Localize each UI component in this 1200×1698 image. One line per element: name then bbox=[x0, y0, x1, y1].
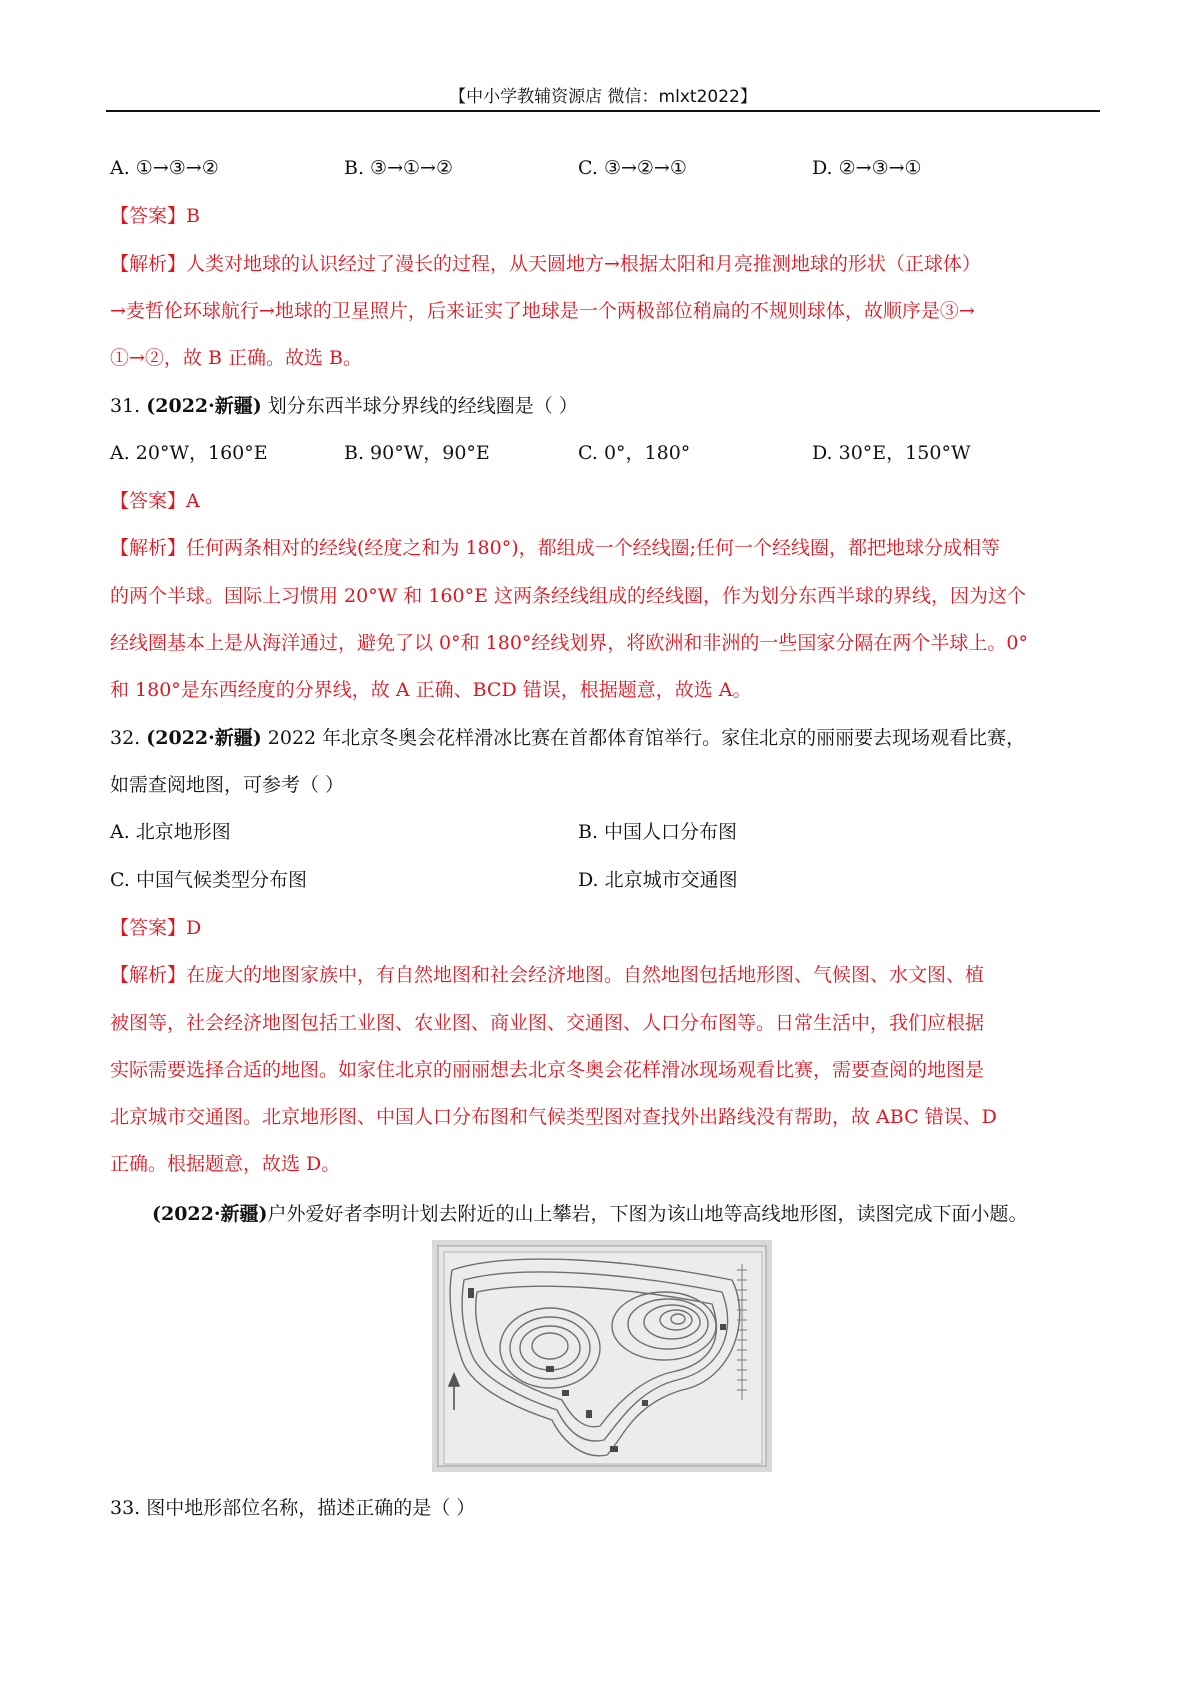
q30-option-c: C. ③→②→① bbox=[578, 157, 687, 179]
page-header: 【中小学教辅资源店 微信：mlxt2022】 bbox=[449, 87, 757, 107]
q33-stem: 33. 图中地形部位名称，描述正确的是（ ） bbox=[110, 1497, 476, 1519]
q32-stem-line-2: 如需查阅地图，可参考（ ） bbox=[110, 774, 345, 796]
q30-option-d: D. ②→③→① bbox=[812, 157, 922, 179]
passage-intro bbox=[152, 1202, 1028, 1226]
q32-number: 32. bbox=[110, 727, 141, 749]
q32-stem-line-1 bbox=[110, 726, 1025, 750]
q31-analysis-line-1: 【解析】任何两条相对的经线(经度之和为 180°)，都组成一个经线圈;任何一个经线圈，都把地球分成相等 bbox=[110, 537, 1001, 559]
q32-analysis-line-3: 实际需要选择合适的地图。如家住北京的丽丽想去北京冬奥会花样滑冰现场观看比赛，需要查阅的地图是 bbox=[110, 1059, 985, 1081]
passage-text: 户外爱好者李明计划去附近的山上攀岩，下图为该山地等高线地形图，读图完成下面小题。 bbox=[267, 1203, 1028, 1225]
q31-option-d: D. 30°E，150°W bbox=[812, 442, 971, 464]
q32-option-c: C. 中国气候类型分布图 bbox=[110, 869, 307, 891]
q32-stem-text: 2022 年北京冬奥会花样滑冰比赛在首都体育馆举行。家住北京的丽丽要去现场观看比赛， bbox=[261, 727, 1026, 749]
q31-analysis-line-3: 经线圈基本上是从海洋通过，避免了以 0°和 180°经线划界，将欧洲和非洲的一些国家分隔在两个半球上。0° bbox=[110, 632, 1029, 654]
q30-option-a: A. ①→③→② bbox=[110, 157, 219, 179]
q31-analysis-line-4: 和 180°是东西经度的分界线，故 A 正确、BCD 错误，根据题意，故选 A。 bbox=[110, 679, 752, 701]
q30-analysis-line-2: →麦哲伦环球航行→地球的卫星照片，后来证实了地球是一个两极部位稍扁的不规则球体，故顺序是③→ bbox=[110, 300, 975, 322]
q32-answer: 【答案】D bbox=[110, 917, 202, 939]
header-rule bbox=[106, 110, 1100, 112]
q31-option-b: B. 90°W，90°E bbox=[344, 442, 490, 464]
passage-source: (2022·新疆) bbox=[152, 1203, 268, 1225]
q31-stem-text: 划分东西半球分界线的经线圈是（ ） bbox=[261, 395, 578, 417]
q31-answer: 【答案】A bbox=[110, 490, 200, 512]
q31-option-c: C. 0°，180° bbox=[578, 442, 691, 464]
q31-analysis-line-2: 的两个半球。国际上习惯用 20°W 和 160°E 这两条经线组成的经线圈，作为划分东西半球的界线，因为这个 bbox=[110, 585, 1027, 607]
q30-analysis-line-3: ①→②，故 B 正确。故选 B。 bbox=[110, 347, 362, 369]
q32-option-b: B. 中国人口分布图 bbox=[578, 821, 738, 843]
contour-map bbox=[432, 1240, 772, 1472]
q32-source: (2022·新疆) bbox=[146, 727, 262, 749]
q31-stem bbox=[110, 394, 578, 418]
q30-analysis-line-1: 【解析】人类对地球的认识经过了漫长的过程，从天圆地方→根据太阳和月亮推测地球的形状（正球体） bbox=[110, 253, 981, 275]
q32-analysis-line-1: 【解析】在庞大的地图家族中，有自然地图和社会经济地图。自然地图包括地形图、气候图、水文图、植 bbox=[110, 964, 985, 986]
q30-option-b: B. ③→①→② bbox=[344, 157, 453, 179]
q32-analysis-line-5: 正确。根据题意，故选 D。 bbox=[110, 1153, 341, 1175]
q30-answer: 【答案】B bbox=[110, 205, 200, 227]
q31-number: 31. bbox=[110, 395, 141, 417]
q31-option-a: A. 20°W，160°E bbox=[110, 442, 268, 464]
q32-option-a: A. 北京地形图 bbox=[110, 821, 231, 843]
q32-option-d: D. 北京城市交通图 bbox=[578, 869, 738, 891]
q32-analysis-line-2: 被图等，社会经济地图包括工业图、农业图、商业图、交通图、人口分布图等。日常生活中，我们应根据 bbox=[110, 1012, 985, 1034]
contour-map-figure bbox=[432, 1240, 772, 1472]
q31-source: (2022·新疆) bbox=[146, 395, 262, 417]
q32-analysis-line-4: 北京城市交通图。北京地形图、中国人口分布图和气候类型图对查找外出路线没有帮助，故 ABC 错误、D bbox=[110, 1106, 997, 1128]
